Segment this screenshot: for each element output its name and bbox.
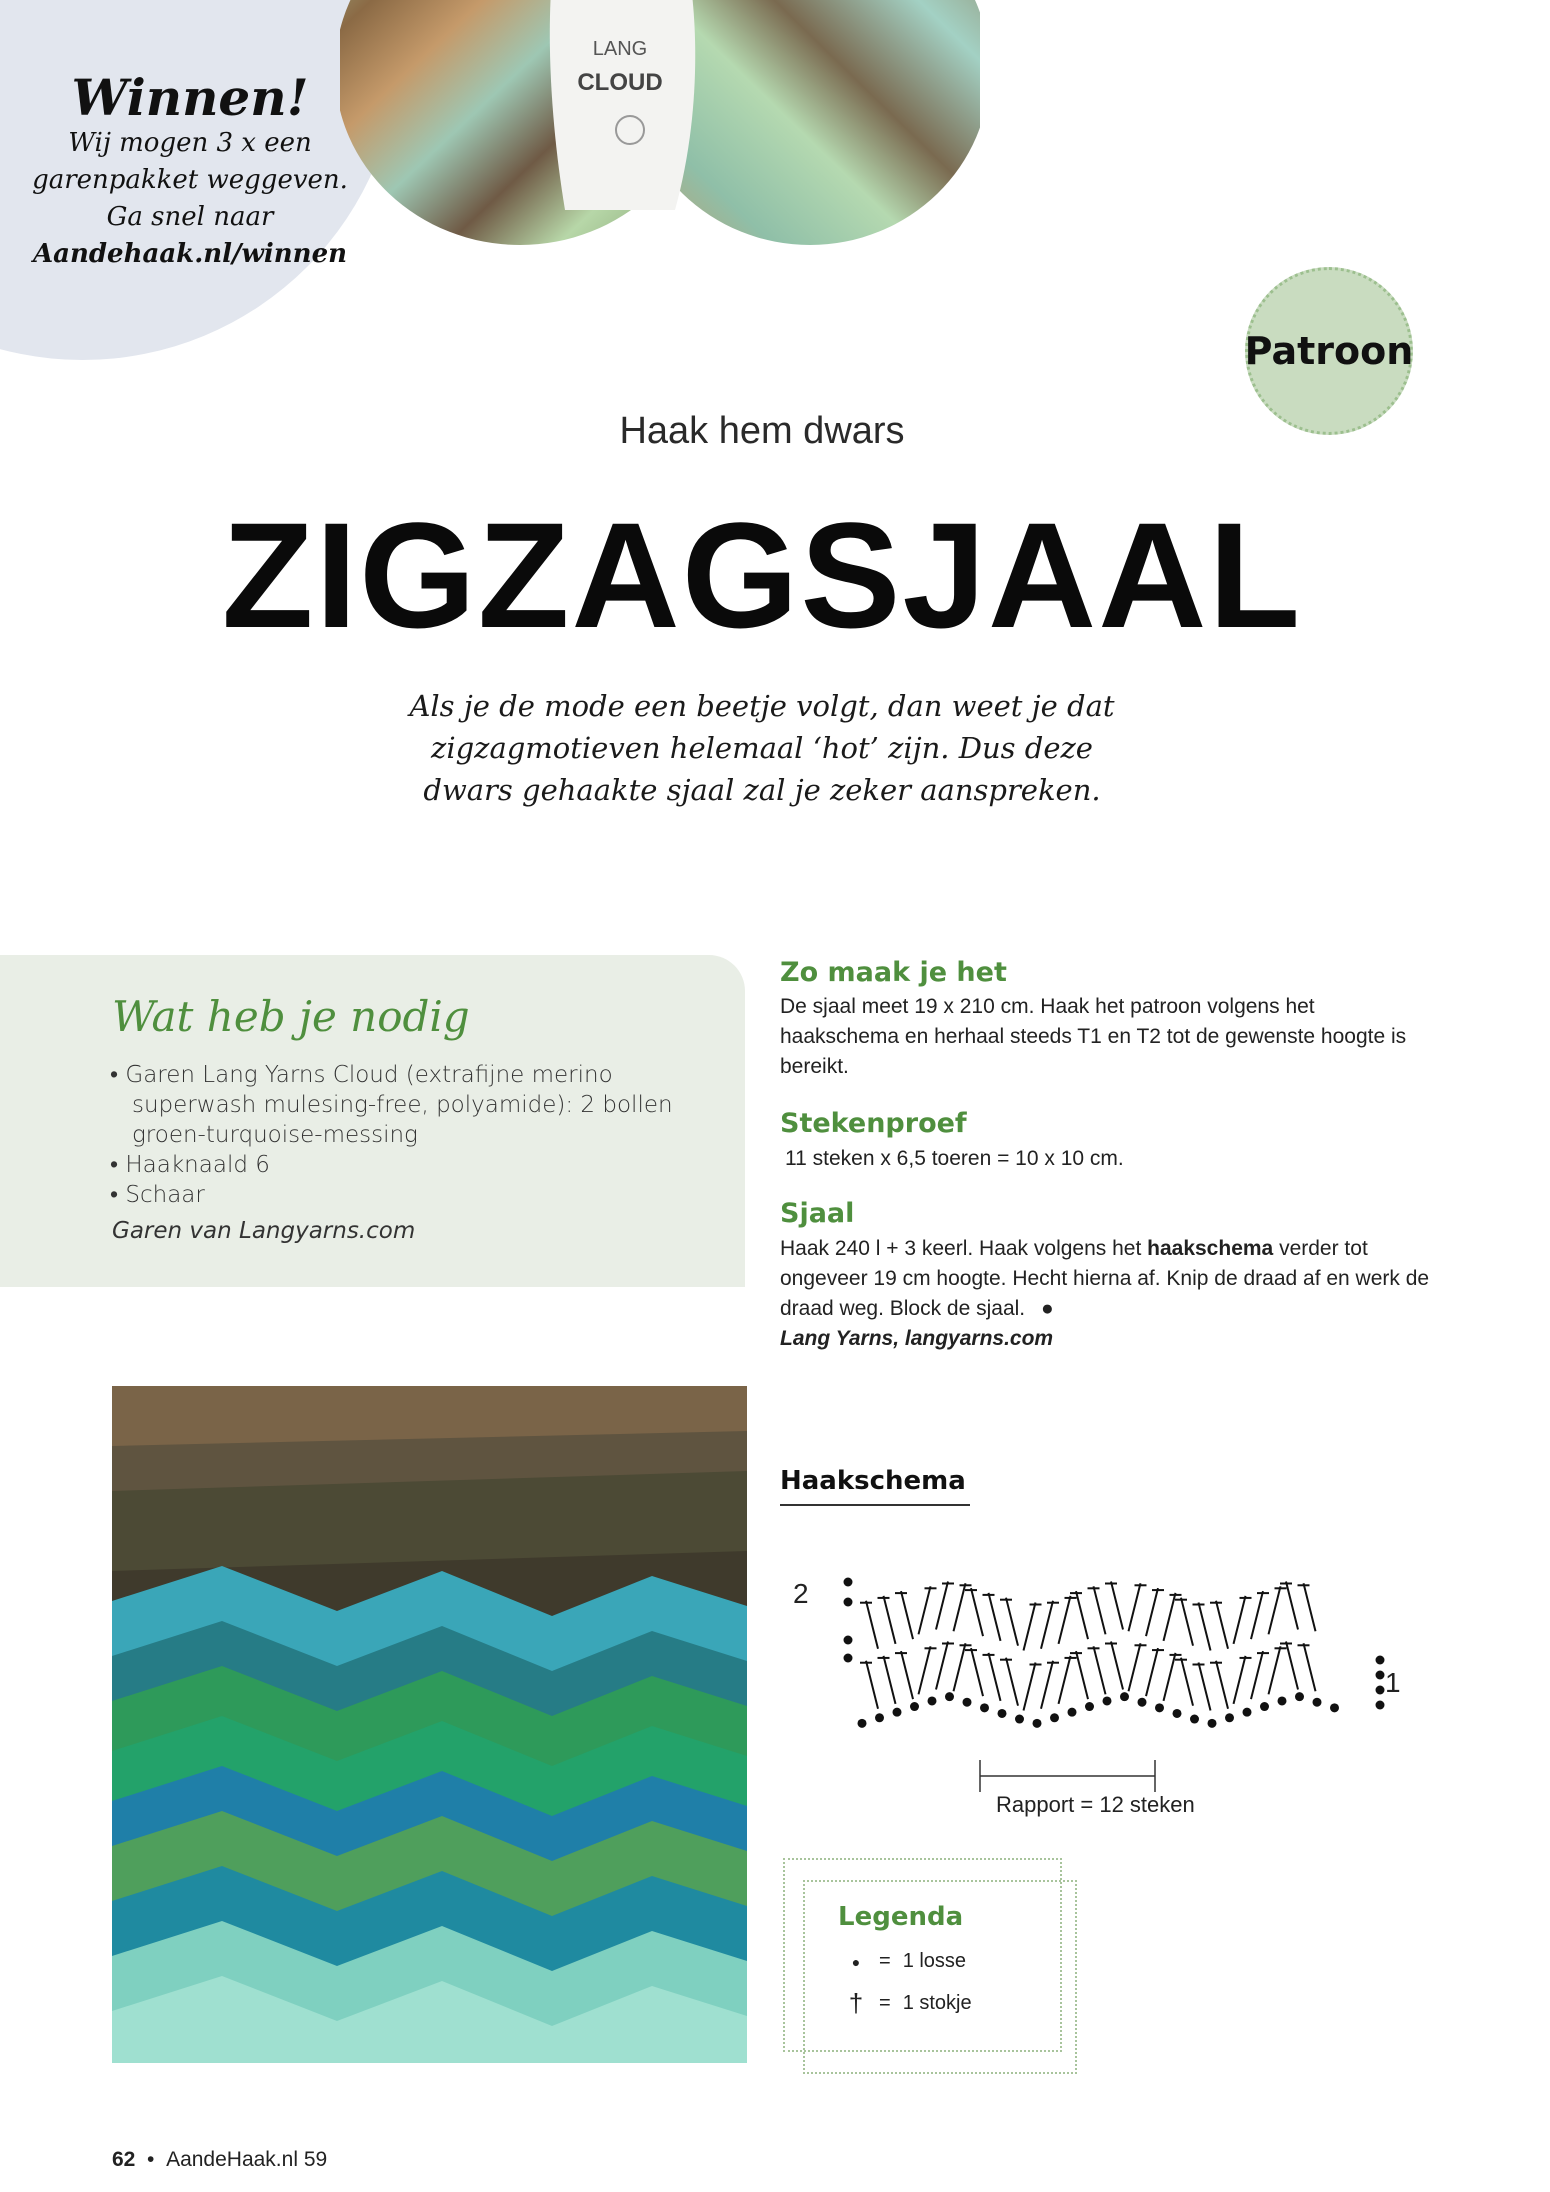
promo-line: Ga snel naar (106, 202, 274, 232)
row-1-stitch (1059, 1656, 1071, 1704)
materials-list (110, 1060, 710, 1210)
double-crochet-icon: † (848, 1988, 864, 2018)
list-item: • Garen Lang Yarns Cloud (extrafijne merino superwash mulesing-free, polyamide): 2 bollen groen-turquoise-messing (110, 1060, 710, 1150)
row-1-stitch (1251, 1651, 1263, 1699)
row-2-stitch (1094, 1586, 1106, 1634)
chain-stitch (893, 1708, 902, 1717)
scarf-text-bold: haakschema (1147, 1237, 1274, 1260)
gauge-text: 11 steken x 6,5 toeren = 10 x 10 cm. (785, 1147, 1124, 1170)
row-2-stitch (1041, 1601, 1053, 1649)
chain-stitch (1050, 1713, 1059, 1722)
row-2-stitch (1304, 1583, 1316, 1631)
row-1-stitch (1041, 1661, 1053, 1709)
yarn-label-band (550, 0, 695, 210)
turning-chain (844, 1578, 853, 1587)
row-2-stitch (1059, 1596, 1071, 1644)
promo-line: garenpakket weggeven. (32, 165, 348, 195)
row-2-stitch (1286, 1582, 1298, 1630)
legend-label: 1 losse (902, 1950, 967, 1972)
chain-stitch (1278, 1696, 1287, 1705)
row-2-stitch (936, 1582, 948, 1630)
list-item: • Haaknaald 6 (110, 1150, 710, 1180)
turning-chain (1376, 1671, 1385, 1680)
legend-equals: = (879, 1992, 891, 2014)
row-1-stitch (1094, 1646, 1106, 1694)
intro-text (352, 685, 1172, 811)
row-2-stitch (1181, 1598, 1193, 1646)
intro-line: dwars gehaakte sjaal zal je zeker aanspreken. (423, 773, 1101, 807)
promo-title: Winnen! (71, 68, 309, 127)
chain-stitch (910, 1702, 919, 1711)
issue-name: AandeHaak.nl 59 (166, 2148, 328, 2171)
yarn-label-brand: LANG (592, 38, 648, 60)
row-2-stitch (1024, 1602, 1036, 1650)
row-2-stitch (989, 1593, 1001, 1641)
row-1-stitch (1304, 1643, 1316, 1691)
row-2-stitch (1076, 1591, 1088, 1639)
chain-stitch (1190, 1715, 1199, 1724)
gauge-heading: Stekenproef (780, 1108, 967, 1139)
row-2-stitch (1129, 1583, 1141, 1631)
chain-stitch (1260, 1702, 1269, 1711)
chain-stitch (875, 1713, 884, 1722)
row-1-stitch (1164, 1653, 1176, 1701)
page-footer (112, 2148, 327, 2172)
chain-stitch (1033, 1719, 1042, 1728)
materials-source: Garen van Langyarns.com (112, 1218, 416, 1244)
how-heading: Zo maak je het (780, 957, 1007, 988)
intro-line: Als je de mode een beetje volgt, dan weet je dat (409, 689, 1115, 723)
row-1-stitch (989, 1653, 1001, 1701)
row-2-stitch (1269, 1586, 1281, 1634)
chain-stitch (1103, 1696, 1112, 1705)
turning-chain (844, 1654, 853, 1663)
chain-stitch (1015, 1715, 1024, 1724)
turning-chain (844, 1636, 853, 1645)
yarn-balls-image (340, 0, 980, 250)
chain-stitch (1138, 1698, 1147, 1707)
chain-stitch (980, 1703, 989, 1712)
chain-stitch (1208, 1719, 1217, 1728)
legend-label: 1 stokje (902, 1992, 972, 2014)
row-1-stitch (919, 1646, 931, 1694)
chain-stitch (1313, 1698, 1322, 1707)
scarf-text (780, 1234, 1430, 1354)
yarn-label-name: CLOUD (577, 69, 663, 96)
promo-line: Wij mogen 3 x een (68, 128, 312, 158)
rapport-label: Rapport = 12 steken (996, 1792, 1195, 1817)
footer-separator: • (147, 2148, 155, 2171)
chain-stitch (1295, 1692, 1304, 1701)
chain-dot-icon: ● (851, 1953, 861, 1970)
end-bullet: ● (1040, 1297, 1054, 1320)
scarf-heading: Sjaal (780, 1198, 855, 1229)
legend-title: Legenda (838, 1902, 964, 1932)
row-2-stitch (1234, 1596, 1246, 1644)
legend-row (845, 1988, 972, 2019)
row-2-stitch (866, 1601, 878, 1649)
row-1-stitch (1216, 1661, 1228, 1709)
turning-chain (1376, 1686, 1385, 1695)
chain-stitch (1243, 1708, 1252, 1717)
scarf-text-part: Haak 240 l + 3 keerl. Haak volgens het (780, 1237, 1148, 1260)
row-2-stitch (919, 1586, 931, 1634)
row-2-stitch (1251, 1591, 1263, 1639)
row-1-stitch (1234, 1656, 1246, 1704)
turning-chain (1376, 1701, 1385, 1710)
diagram-title-underline (780, 1504, 970, 1506)
row-1-stitch (1076, 1651, 1088, 1699)
row-1-stitch (1111, 1642, 1123, 1690)
row-2-stitch (1216, 1601, 1228, 1649)
chain-stitch (998, 1709, 1007, 1718)
crochet-chart (780, 1530, 1430, 1830)
row-1-stitch (1129, 1643, 1141, 1691)
intro-line: zigzagmotieven helemaal ‘hot’ zijn. Dus deze (431, 731, 1093, 765)
row-2-stitch (954, 1583, 966, 1631)
row-1-stitch (1146, 1648, 1158, 1696)
chain-stitch (1225, 1713, 1234, 1722)
row-2-stitch (971, 1588, 983, 1636)
row-2-stitch (1006, 1598, 1018, 1646)
row-1-stitch (1024, 1662, 1036, 1710)
chain-stitch (1155, 1703, 1164, 1712)
promo-url-link[interactable]: Aandehaak.nl/winnen (32, 239, 348, 269)
how-text: De sjaal meet 19 x 210 cm. Haak het patroon volgens het haakschema en herhaal steeds T1 en T2 tot de gewenste hoogte is bereikt. (780, 995, 1407, 1078)
kicker-subtitle: Haak hem dwars (619, 410, 905, 452)
chain-stitch (858, 1719, 867, 1728)
row-1-stitch (901, 1651, 913, 1699)
row-1-label: 1 (1385, 1667, 1401, 1698)
row-2-stitch (1111, 1582, 1123, 1630)
row-2-stitch (1146, 1588, 1158, 1636)
row-2-stitch (1164, 1593, 1176, 1641)
badge-label: Patroon (1244, 329, 1414, 373)
row-2-stitch (901, 1591, 913, 1639)
chain-stitch (1173, 1709, 1182, 1718)
legend-equals: = (879, 1950, 891, 1972)
row-2-label: 2 (793, 1578, 809, 1609)
row-1-stitch (866, 1661, 878, 1709)
page-number: 62 (112, 2148, 136, 2171)
row-1-stitch (884, 1656, 896, 1704)
row-2-stitch (1199, 1602, 1211, 1650)
row-2-stitch (884, 1596, 896, 1644)
chain-stitch (1330, 1703, 1339, 1712)
row-1-stitch (1199, 1662, 1211, 1710)
row-1-stitch (1269, 1646, 1281, 1694)
chain-stitch (1085, 1702, 1094, 1711)
diagram-title: Haakschema (780, 1466, 966, 1496)
list-item: • Schaar (110, 1180, 710, 1210)
turning-chain (1376, 1656, 1385, 1665)
chain-stitch (963, 1698, 972, 1707)
row-1-stitch (1006, 1658, 1018, 1706)
chain-stitch (928, 1696, 937, 1705)
scarf-text-part: verder tot ongeveer 19 cm hoogte. Hecht hierna af. Knip de draad af en werk de draad weg. Block de sjaal. (780, 1237, 1430, 1320)
promo-text (20, 70, 360, 273)
materials-title: Wat heb je nodig (112, 992, 470, 1041)
page-title: ZIGZAGSJAAL (221, 491, 1303, 659)
scarf-photo (112, 1386, 747, 2063)
chain-stitch (1068, 1708, 1077, 1717)
chain-stitch (945, 1692, 954, 1701)
turning-chain (844, 1598, 853, 1607)
row-1-stitch (1286, 1642, 1298, 1690)
chain-stitch (1120, 1692, 1129, 1701)
legend-row (845, 1950, 966, 1973)
row-1-stitch (1181, 1658, 1193, 1706)
row-1-stitch (954, 1643, 966, 1691)
row-1-stitch (971, 1648, 983, 1696)
row-1-stitch (936, 1642, 948, 1690)
credit-text: Lang Yarns, langyarns.com (780, 1327, 1054, 1350)
